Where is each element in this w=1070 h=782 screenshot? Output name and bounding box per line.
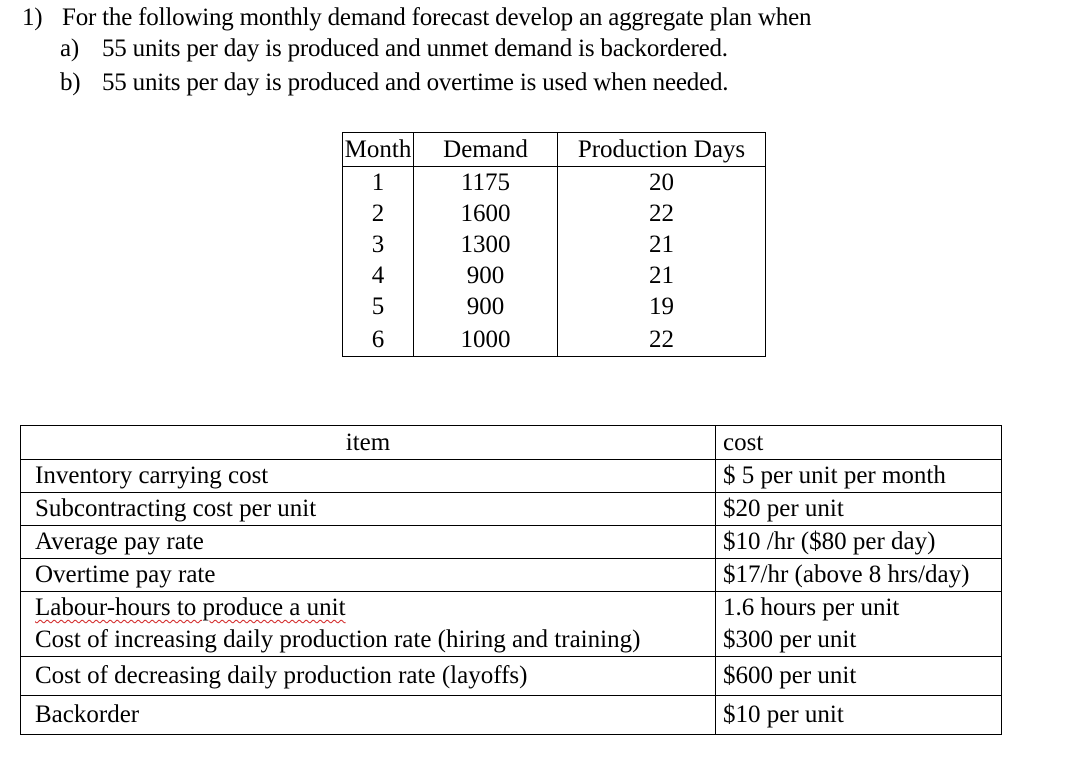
cell-item: Backorder [21,696,716,735]
cell-cost: $10 per unit [716,696,1002,735]
header-month: Month [343,133,414,167]
cell-item: Average pay rate [21,526,716,559]
part-b-text: 55 units per day is produced and overtime is used when needed. [102,69,729,96]
header-cost: cost [716,426,1002,460]
question-text: For the following monthly demand forecast develop an aggregate plan when [62,4,812,31]
cell-demand: 900 [414,260,558,291]
header-demand: Demand [414,133,558,167]
table-row [21,696,1002,735]
cell-cost: $600 per unit [716,657,1002,696]
cell-production-days: 19 [558,291,766,322]
cell-month: 5 [343,291,414,322]
cell-production-days: 21 [558,229,766,260]
table-header-row [343,133,766,167]
cell-cost: $17/hr (above 8 hrs/day) [716,559,1002,592]
cell-demand: 1175 [414,167,558,199]
cell-item: Cost of decreasing daily production rate (layoffs) [21,657,716,696]
cell-cost: $300 per unit [716,624,1002,657]
cell-production-days: 21 [558,260,766,291]
table-header-row [21,426,1002,460]
question-part-b [60,67,728,99]
table-row [21,460,1002,493]
cell-demand: 1300 [414,229,558,260]
table-row [343,167,766,199]
part-a-label: a) [60,35,80,62]
cell-production-days: 22 [558,322,766,357]
cell-item: Inventory carrying cost [21,460,716,493]
cell-cost: $10 /hr ($80 per day) [716,526,1002,559]
header-production-days: Production Days [558,133,766,167]
table-row [343,260,766,291]
part-b-label: b) [60,69,81,96]
cell-item-text: Labour-hours to produce a unit [35,594,346,621]
cell-month: 2 [343,198,414,229]
table-row [343,229,766,260]
demand-forecast-table [342,132,766,357]
header-item: item [21,426,716,460]
table-row [343,198,766,229]
cell-item [21,592,716,625]
table-row [343,291,766,322]
cell-item: Overtime pay rate [21,559,716,592]
table-row [21,559,1002,592]
cell-month: 1 [343,167,414,199]
cell-demand: 900 [414,291,558,322]
table-row [21,526,1002,559]
question-number: 1) [22,4,43,31]
cost-table [20,425,1002,735]
cell-item: Cost of increasing daily production rate (hiring and training) [21,624,716,657]
cell-production-days: 22 [558,198,766,229]
table-row [21,493,1002,526]
question-part-a [60,33,728,65]
cell-month: 6 [343,322,414,357]
cell-cost: $ 5 per unit per month [716,460,1002,493]
table-row [21,592,1002,625]
table-row [343,322,766,357]
cell-cost: 1.6 hours per unit [716,592,1002,625]
cell-demand: 1600 [414,198,558,229]
table-row [21,657,1002,696]
cell-month: 4 [343,260,414,291]
part-a-text: 55 units per day is produced and unmet demand is backordered. [102,35,728,62]
cell-production-days: 20 [558,167,766,199]
table-row [21,624,1002,657]
cell-month: 3 [343,229,414,260]
cell-item: Subcontracting cost per unit [21,493,716,526]
cell-cost: $20 per unit [716,493,1002,526]
cell-demand: 1000 [414,322,558,357]
question-stem [22,2,811,34]
